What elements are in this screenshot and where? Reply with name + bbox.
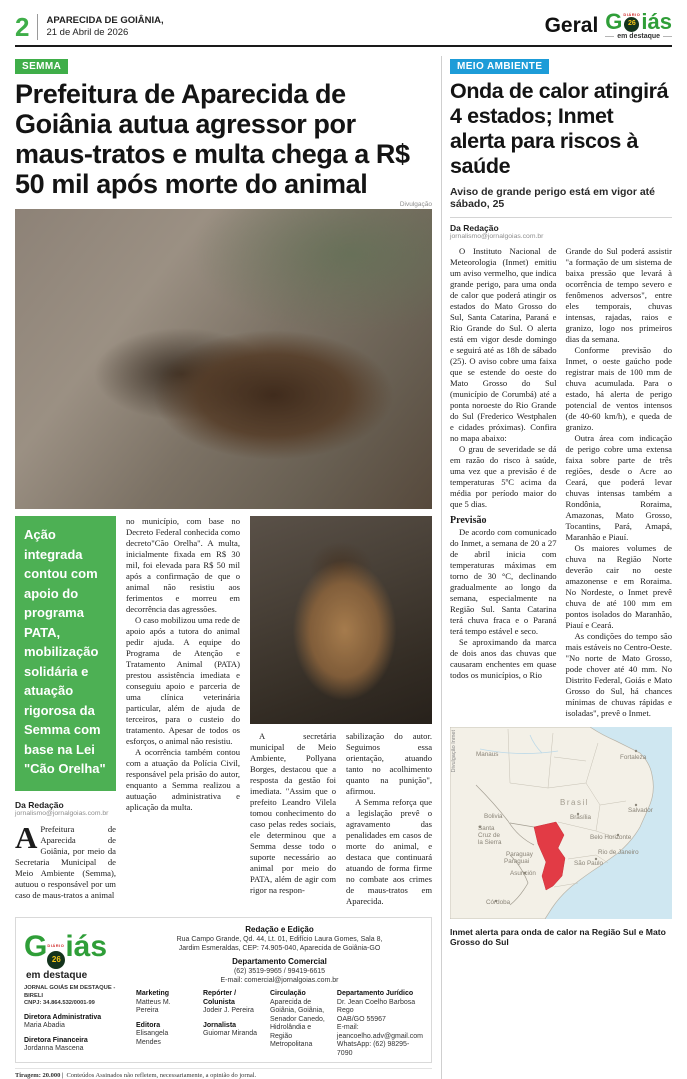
page-number: 2 (15, 12, 30, 42)
paragraph: A secretária municipal de Meio Ambiente, Pollyana Borges, destacou que a resposta da gestão foi imediata. "Assim que o prefeito Leandro Vilela tomou conhecimento do caso pelas redes sociais, ele determinou que a Semma desse todo o suporte necessário ao animal por meio do PATA, além de agir com rigor na respon- (250, 731, 337, 895)
svg-text:Paraguay: Paraguay (506, 851, 533, 858)
section-title: Geral (544, 14, 599, 37)
right-article-headline: Onda de calor atingirá 4 estados; Inmet alerta para riscos à saúde (450, 79, 669, 178)
svg-text:la Sierra: la Sierra (478, 839, 502, 846)
left-article-tag: SEMMA (15, 59, 68, 74)
map-credit: Divulgação Inmet (451, 730, 457, 773)
left-article-col2 (126, 516, 240, 907)
paragraph: Conforme previsão do Inmet, o oeste gaúcho pode registrar mais de 100 mm de chuva acumulada. Para o estado, há alerta de perigo potencial de ventos intensos (de 40-60 km/h), e queda de granizo. (565, 345, 672, 432)
footer-juridico: Departamento Jurídico Dr. Jean Coelho Barbosa Rego OAB/GO 55967 E-mail: jeancoelho.adv@gmail.com WhatsApp: (62) 98295-7090 (336, 990, 424, 1057)
logo-diario-label: DIÁRIO (623, 11, 641, 17)
column-rule (441, 56, 442, 1079)
footer-redacao: Redação e Edição Rua Campo Grande, Qd. 44, Lt. 01, Edifício Laura Gomes, Sala 8, Jardim Esmeraldas, CEP: 74.905-040, Aparecida de Goiânia-GO (176, 925, 383, 952)
byline-email: jornalismo@jornalgoias.com.br (15, 809, 109, 817)
footer-reporter-jornalista: Repórter / Colunista Jodeir J. Pereira Jornalista Guiomar Miranda (202, 990, 258, 1037)
svg-text:Manaus: Manaus (476, 751, 499, 758)
paragraph: Prefeitura de Aparecida de Goiânia, por meio da Secretaria Municipal de Meio Ambiente (Semma), autuou o responsável por um caso de maus-tratos a animal (15, 823, 116, 900)
footer-comercial: Departamento Comercial (62) 3519-9965 / 99419-6615 E-mail: comercial@jornalgoias.com.br (220, 957, 339, 984)
paragraph: Os maiores volumes de chuva na Região Norte deverão cair no oeste amazonense e em Roraima. No Nordeste, o Inmet prevê chuva de até 100 mm em pontos isolados do Maranhão, Piauí e Ceará. (565, 543, 672, 630)
svg-text:Asunción: Asunción (510, 870, 536, 877)
right-article-col1 (450, 246, 557, 719)
footer-marketing-editora: Marketing Matteus M. Pereira Editora Elisangela Mendes (136, 990, 171, 1046)
svg-text:Bolivia: Bolivia (484, 813, 503, 820)
svg-text:Brasília: Brasília (570, 814, 591, 821)
right-article (450, 56, 672, 1079)
byline-name: Da Redação (450, 223, 499, 233)
svg-text:Fortaleza: Fortaleza (620, 754, 647, 761)
edition-date (46, 15, 163, 39)
staff-director-admin: Diretora Administrativa Maria Abadia (24, 1013, 102, 1029)
newspaper-logo (605, 9, 672, 40)
svg-text:Salvador: Salvador (628, 807, 653, 814)
map-caption: Inmet alerta para onda de calor na Região Sul e Mato Grosso do Sul (450, 927, 666, 947)
svg-text:Cruz de: Cruz de (478, 832, 501, 839)
logo-letter: G (24, 930, 48, 963)
svg-text:Rio de Janeiro: Rio de Janeiro (598, 849, 639, 856)
left-article-col1 (15, 819, 116, 901)
byline-name: Da Redação (15, 799, 64, 810)
right-article-tag: MEIO AMBIENTE (450, 59, 549, 74)
right-article-col2 (566, 246, 673, 719)
paragraph: Previsão (450, 515, 487, 526)
paragraph: De acordo com comunicado do Inmet, a semana de 20 a 27 de abril inicia com temperaturas máximas em torno de 30 °C, declinando gradualmente ao longo da semana, especialmente na Região Sul. Santa Catarina terá chuva fraca e o Paraná terá tempo estável e seco. (450, 527, 557, 636)
edition-day: 21 de Abril de 2026 (46, 27, 129, 38)
staff-director-fin: Diretora Financeira Jordanna Mascena (24, 1036, 88, 1052)
logo-tagline: em destaque (617, 33, 661, 40)
logo-badge-icon: 26 (624, 17, 639, 32)
brazil-map (450, 727, 672, 947)
page-footer (15, 917, 432, 1063)
journal-legal-name: JORNAL GOIÁS EM DESTAQUE - BIRELI (24, 985, 116, 999)
svg-text:Belo Horizonte: Belo Horizonte (590, 834, 632, 841)
footer-circulacao: Circulação Aparecida de Goiânia, Goiânia, Senador Canedo, Hidrolândia e Região Metropolitana (269, 990, 325, 1048)
left-article (15, 56, 432, 1079)
svg-text:Paraguai: Paraguai (504, 858, 530, 865)
paragraph: A ocorrência também contou com a atuação da Polícia Civil, responsável pela prisão do autor, enquanto a Semma realizou a autuação administrativa e aplicação da multa. (126, 747, 240, 812)
paragraph: Se aproximando da marca de dois anos das chuvas que causaram enchentes em quase todos os municípios, o Rio (450, 637, 557, 680)
left-article-col3 (250, 731, 336, 907)
article-photo-dog-main (15, 209, 432, 509)
logo-letters: iás (641, 9, 672, 34)
footer-logo (24, 925, 130, 969)
paragraph: Outra área com indicação de perigo cobre uma extensa faixa sobre parte de três regiões, desde o Acre ao Ceará, que poderá levar chuvas intensas também a Rondônia, Roraima, Amazonas, Mato Grosso, Tocantins, Pará, Amapá, Maranhão e Piauí. (565, 433, 672, 542)
footer-tiragem: Tiragem: 20.000 | Conteúdos Assinados não refletem, necessariamente, a opinião do jornal. (15, 1068, 432, 1079)
paragraph: A Semma reforça que a legislação prevê o agravamento das penalidades em casos de morte do animal, e destaca que continuará atuando de forma firme no combate aos crimes de maus-tratos em Aparecida. (346, 797, 433, 906)
svg-text:Santa: Santa (478, 825, 495, 832)
logo-letter: G (605, 9, 623, 34)
article-photo-dog-secondary (250, 516, 432, 724)
logo-badge-icon: 26 (47, 951, 65, 969)
right-article-subhead: Aviso de grande perigo está em vigor até sábado, 25 (450, 186, 656, 210)
journal-cnpj: CNPJ: 34.864.532/0001-99 (24, 1000, 95, 1006)
paragraph: Grande do Sul poderá assistir "a formação de um sistema de baixa pressão que levará à ocorrência de tempo severo e fenômenos adversos", entre eles temporais, chuvas intensas, rajadas, raios e granizo, logo nos primeiros dias da semana. (565, 246, 672, 344)
logo-diario-label: DIÁRIO (47, 943, 65, 948)
byline-left (15, 800, 116, 817)
photo-credit: Divulgação (399, 201, 433, 208)
logo-tagline: em destaque (26, 970, 88, 981)
paragraph: O grau de severidade se dá em razão do risco à saúde, uma vez que a previsão é de temperaturas 5ºC acima da média por período maior do que 5 dias. (450, 444, 557, 509)
logo-letters: iás (65, 930, 108, 963)
brazil-map-svg (450, 727, 672, 919)
paragraph: O caso mobilizou uma rede de apoio após a tutora do animal pedir ajuda. A equipe do Programa de Atenção e Tratamento Animal (PATA) prestou assistência imediata e conseguiu apoio e parceria de uma clínica veterinária particular, além de ajuda de terceiros, para o custeio do tratamento. Apesar de todos os esforços, o animal não resistiu. (126, 615, 240, 746)
pull-quote-box: Ação integrada contou com apoio do programa PATA, mobilização solidária e atuação rigorosa da Semma com base na Lei "Cão Orelha" (15, 516, 116, 791)
header-divider (37, 14, 38, 40)
edition-location: APARECIDA DE GOIÂNIA, (46, 15, 164, 26)
byline-email: jornalismo@jornalgoias.com.br (450, 233, 544, 240)
left-article-headline: Prefeitura de Aparecida de Goiânia autua agressor por maus-tratos e multa chega a R$ 50 mil após morte do animal (15, 79, 410, 199)
footer-disclaimer: Conteúdos Assinados não refletem, necessariamente, a opinião do jornal. (66, 1072, 257, 1079)
paragraph: sabilização do autor. Seguimos essa orientação, atuando tanto no acolhimento quanto na punição", afirmou. (346, 731, 433, 796)
left-article-col4 (346, 731, 432, 907)
svg-text:Córdoba: Córdoba (486, 899, 511, 906)
page-header (15, 9, 672, 47)
svg-text:Brasil: Brasil (560, 798, 590, 807)
paragraph: As condições do tempo são mais estáveis no Centro-Oeste. "No norte de Mato Grosso, pode chover até 40 mm. No Distrito Federal, Goiás e Mato Grosso do Sul, há chances mínimas de chuvas rápidas e isoladas", prevê o Inmet. (565, 631, 672, 718)
paragraph: no município, com base no Decreto Federal conhecida como decreto"Cão Orelha". A multa, inicialmente fixada em R$ 30 mil, foi elevada para R$ 50 mil após a confirmação de que o animal não resistiu aos ferimentos e morreu em decorrência das agressões. (126, 516, 240, 614)
drop-cap: A (15, 819, 38, 855)
paragraph: O Instituto Nacional de Meteorologia (Inmet) emitiu um aviso vermelho, que indica grande perigo, para uma onda de calor que poderá atingir os estados do Mato Grosso do Sul, Santa Catarina, Paraná e Rio Grande do Sul. O alerta está em vigor desde domingo e seguirá até as 18h de sábado (25). O aviso cobre uma faixa que se estende do oeste do Mato Grosso do Sul (município de Corumbá) até a ponta noroeste do Rio Grande do Sul (Frederico Westphalen e cidades próximas). Confira no mapa abaixo: (450, 246, 557, 443)
byline-right (450, 217, 672, 240)
svg-text:São Paulo: São Paulo (574, 860, 604, 867)
